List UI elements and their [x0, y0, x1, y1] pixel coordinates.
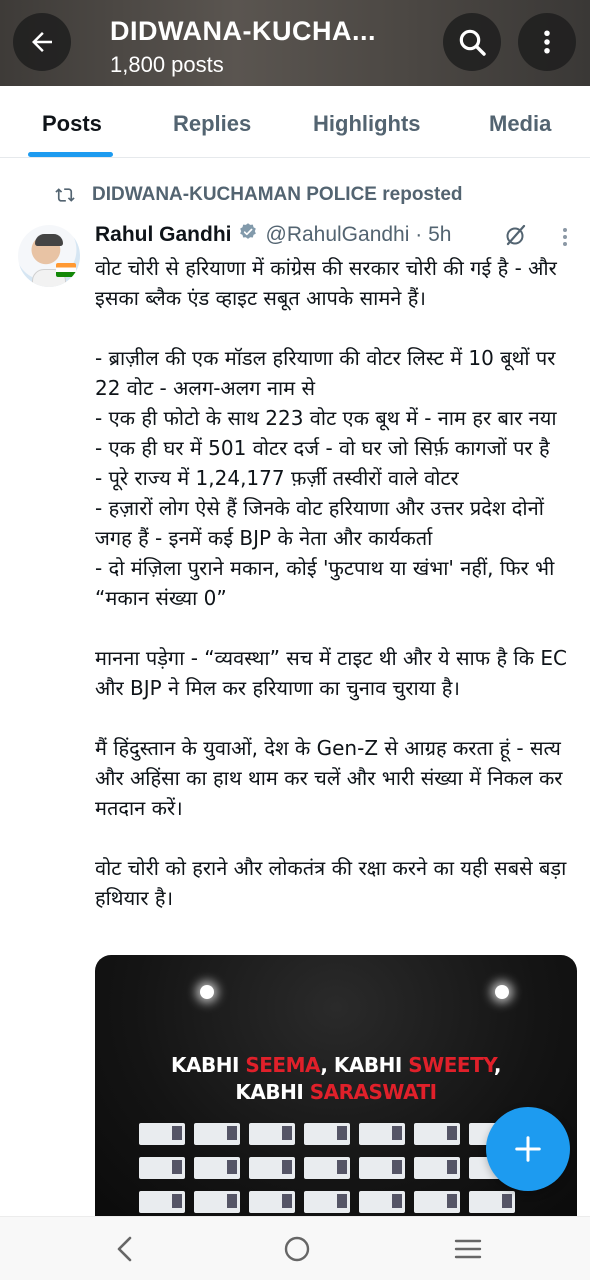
media-slogan-line2 — [95, 1080, 577, 1104]
slogan-text: , — [493, 1053, 501, 1077]
voter-card — [249, 1123, 295, 1145]
profile-tabs — [0, 86, 590, 158]
voter-card — [139, 1157, 185, 1179]
more-vertical-icon — [532, 27, 562, 57]
slogan-highlight: SEEMA — [245, 1053, 321, 1077]
voter-card — [414, 1157, 460, 1179]
voter-card — [194, 1157, 240, 1179]
slogan-text: , KABHI — [320, 1053, 409, 1077]
voter-card — [469, 1191, 515, 1213]
avatar-flag — [56, 263, 76, 277]
tab-replies[interactable]: Replies — [173, 111, 252, 136]
voter-card — [304, 1191, 350, 1213]
repost-icon — [54, 185, 76, 205]
tab-highlights[interactable]: Highlights — [313, 111, 421, 136]
avatar-hair — [35, 234, 63, 246]
slogan-text: KABHI — [170, 1053, 246, 1077]
arrow-left-icon — [27, 27, 57, 57]
voter-card — [304, 1123, 350, 1145]
voter-card — [249, 1157, 295, 1179]
post-more-icon[interactable] — [560, 226, 570, 250]
voter-card — [359, 1123, 405, 1145]
slogan-text: KABHI — [235, 1080, 310, 1104]
media-slogan-line1 — [95, 1053, 577, 1077]
grok-icon[interactable] — [504, 223, 528, 247]
compose-post-button[interactable] — [486, 1107, 570, 1191]
tab-posts[interactable]: Posts — [42, 111, 102, 136]
author-handle[interactable]: @RahulGandhi · 5h — [265, 223, 452, 246]
post-body: वोट चोरी से हरियाणा में कांग्रेस की सरकार चोरी की गई है - और इसका ब्लैक एंड व्हाइट सबूत आपके सामने हैं। - ब्राज़ील की एक मॉडल हरियाणा की वोटर लिस्ट में 10 बूथों पर 22 वोट - अलग-अलग नाम से - एक ही फोटो के साथ 223 वोट एक बूथ में - नाम हर बार नया - एक ही घर में 501 वोटर दर्ज - वो घर जो सिर्फ़ कागजों पर है - पूरे राज्य में 1,24,177 फ़र्ज़ी तस्वीरों वाले वोटर - हज़ारों लोग ऐसे हैं जिनके वोट हरियाणा और उत्तर प्रदेश दोनों जगह हैं - इनमें कई BJP के नेता और कार्यकर्ता - दो मंज़िला पुराने मकान, कोई 'फुटपाथ या खंभा' नहीं, फिर भी “मकान संख्या 0” मानना पड़ेगा - “व्यवस्था” सच में टाइट थी और ये साफ है कि EC और BJP ने मिल कर हरियाणा का चुनाव चुराया है। मैं हिंदुस्तान के युवाओं, देश के Gen-Z से आग्रह करता हूं - सत्य और अहिंसा का हाथ थाम कर चलें और भारी संख्या में निकल कर मतदान करें। वोट चोरी को हराने और लोकतंत्र की रक्षा करने का यही सबसे बड़ा हथियार है। — [95, 256, 567, 910]
nav-recents-icon[interactable] — [454, 1235, 482, 1263]
profile-title: DIDWANA-KUCHA... — [110, 16, 376, 46]
system-nav-bar — [0, 1216, 590, 1280]
tab-media[interactable]: Media — [489, 111, 552, 136]
voter-card — [304, 1157, 350, 1179]
profile-header — [0, 0, 590, 86]
voter-card — [194, 1191, 240, 1213]
search-button[interactable] — [443, 13, 501, 71]
nav-back-icon[interactable] — [112, 1235, 138, 1263]
voter-card — [359, 1191, 405, 1213]
search-icon — [456, 26, 488, 58]
active-tab-indicator — [28, 152, 113, 157]
verified-badge-icon — [238, 222, 258, 248]
voter-card — [359, 1157, 405, 1179]
stage-light — [200, 985, 214, 999]
slogan-highlight: SWEETY — [408, 1053, 494, 1077]
slogan-highlight: SARASWATI — [309, 1080, 437, 1104]
repost-indicator[interactable] — [54, 184, 463, 206]
voter-card — [414, 1123, 460, 1145]
repost-label: DIDWANA-KUCHAMAN POLICE reposted — [92, 184, 463, 205]
voter-card — [249, 1191, 295, 1213]
nav-home-icon[interactable] — [283, 1235, 311, 1263]
voter-card — [139, 1123, 185, 1145]
voter-card — [139, 1191, 185, 1213]
author-name[interactable]: Rahul Gandhi — [95, 223, 232, 246]
back-button[interactable] — [13, 13, 71, 71]
post-header — [95, 222, 451, 248]
post-count: 1,800 posts — [110, 52, 224, 77]
avatar[interactable] — [18, 225, 80, 287]
voter-card — [194, 1123, 240, 1145]
stage-light — [495, 985, 509, 999]
more-options-button[interactable] — [518, 13, 576, 71]
voter-card — [414, 1191, 460, 1213]
plus-icon — [513, 1134, 543, 1164]
